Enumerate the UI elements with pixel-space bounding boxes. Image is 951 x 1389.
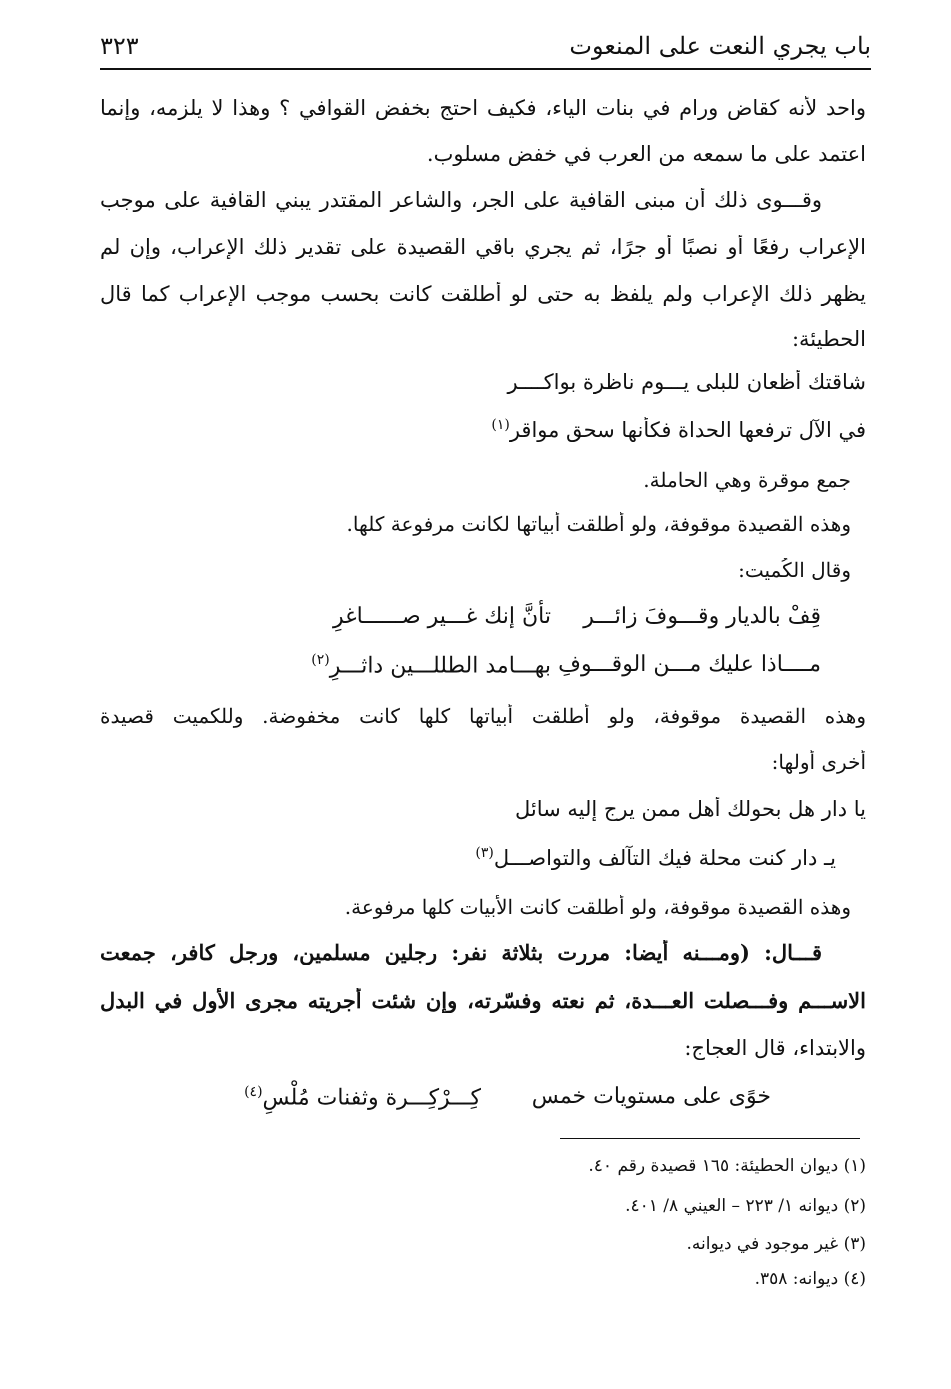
verse-hemistich: تأنَّ إنك غـــير صــــــاغرِ xyxy=(332,604,551,629)
verse-text: في الآل ترفعها الحداة فكأنها سحق مواقر xyxy=(509,418,866,442)
text-line: وهذه القصيدة موقوفة، ولو أطلقت كانت الأبيات كلها مرفوعة. xyxy=(344,895,851,919)
verse-hemistich: خوًى على مستويات خمس xyxy=(531,1084,771,1109)
text-line: والابتداء، قال العجاج: xyxy=(684,1036,866,1060)
text-line: جمع موقرة وهي الحاملة. xyxy=(643,468,851,492)
text-line: أخرى أولها: xyxy=(771,750,866,774)
text-line: الحطيئة: xyxy=(791,327,866,351)
text-line: وقال الكُميت: xyxy=(738,558,851,582)
verse-line xyxy=(100,845,836,870)
footnote-rule xyxy=(560,1138,860,1139)
footnote: (٣) غير موجود في ديوانه. xyxy=(686,1234,866,1254)
verse-hemistich xyxy=(244,1084,481,1110)
footnote: (٤) ديوانه: ٣٥٨. xyxy=(754,1269,866,1289)
verse-hemistich: مــــاذا عليك مـــن الوقـــوفِ xyxy=(558,652,821,677)
header-rule xyxy=(100,68,871,70)
footnote-ref: (٣) xyxy=(475,845,494,861)
verse-line: شاقتك أظعان للبلى يـــوم ناظرة بواكــــر xyxy=(507,370,866,394)
footnote-ref: (٤) xyxy=(244,1084,263,1100)
text-line: وقـــوى ذلك أن مبنى القافية على الجر، والشاعر المقتدر يبني القافية على موجب xyxy=(100,188,822,212)
verse-line: يا دار هل بحولك أهل ممن يرج إليه سائل xyxy=(514,797,866,821)
verse-text: كِـــرْكِـــرة وثفنات مُلْسِ xyxy=(262,1085,481,1111)
page-number: ٣٢٣ xyxy=(100,32,139,60)
footnote-ref: (١) xyxy=(491,417,510,433)
text-line: وهذه القصيدة موقوفة، ولو أطلقت أبياتها كلها كانت مخفوضة. وللكميت قصيدة xyxy=(100,704,866,728)
text-line: واحد لأنه كقاضٍ ورامٍ في بنات الياء، فكيف احتج بخفض القوافي ؟ وهذا لا يلزمه، وإنما xyxy=(100,96,866,120)
footnote: (١) ديوان الحطيئة: ١٦٥ قصيدة رقم ٤٠. xyxy=(588,1156,866,1176)
text-line: وهذه القصيدة موقوفة، ولو أطلقت أبياتها لكانت مرفوعة كلها. xyxy=(346,512,851,536)
text-line: اعتمد على ما سمعه من العرب في خفض مسلوب. xyxy=(426,142,866,166)
verse-hemistich xyxy=(311,652,551,678)
text-line: يظهر ذلك الإعراب ولم يلفظ به حتى لو أطلقت كانت بحسب موجب الإعراب كما قال xyxy=(100,282,866,306)
text-line: الإعراب رفعًا أو نصبًا أو جرًا، ثم يجري باقي القصيدة على تقدير ذلك الإعراب، وإن لم xyxy=(100,235,866,259)
running-title: باب يجري النعت على المنعوت xyxy=(569,32,871,60)
text-line: الاســـم وفـــصلت العـــدة، ثم نعته وفسّرته، وإن شئت أجريته مجرى الأول في البدل xyxy=(100,988,866,1013)
verse-hemistich: قِفْ بالديار وقـــوفَ زائـــر xyxy=(583,604,821,629)
verse-line xyxy=(100,417,866,442)
text-line: قـــال: (ومـــنه أيضا: مررت بثلاثة نفر: رجلين مسلمين، ورجل كافر، جمعت xyxy=(100,940,822,965)
page-header xyxy=(100,28,871,70)
footnote: (٢) ديوانه ١/ ٢٢٣ – العيني ٨/ ٤٠١. xyxy=(625,1196,866,1216)
footnote-ref: (٢) xyxy=(311,652,330,668)
verse-text: يـ دار كنت محلة فيك التآلف والتواصـــل xyxy=(493,846,836,870)
verse-text: بهـــامد الطللـــين داثـــرِ xyxy=(329,653,551,679)
